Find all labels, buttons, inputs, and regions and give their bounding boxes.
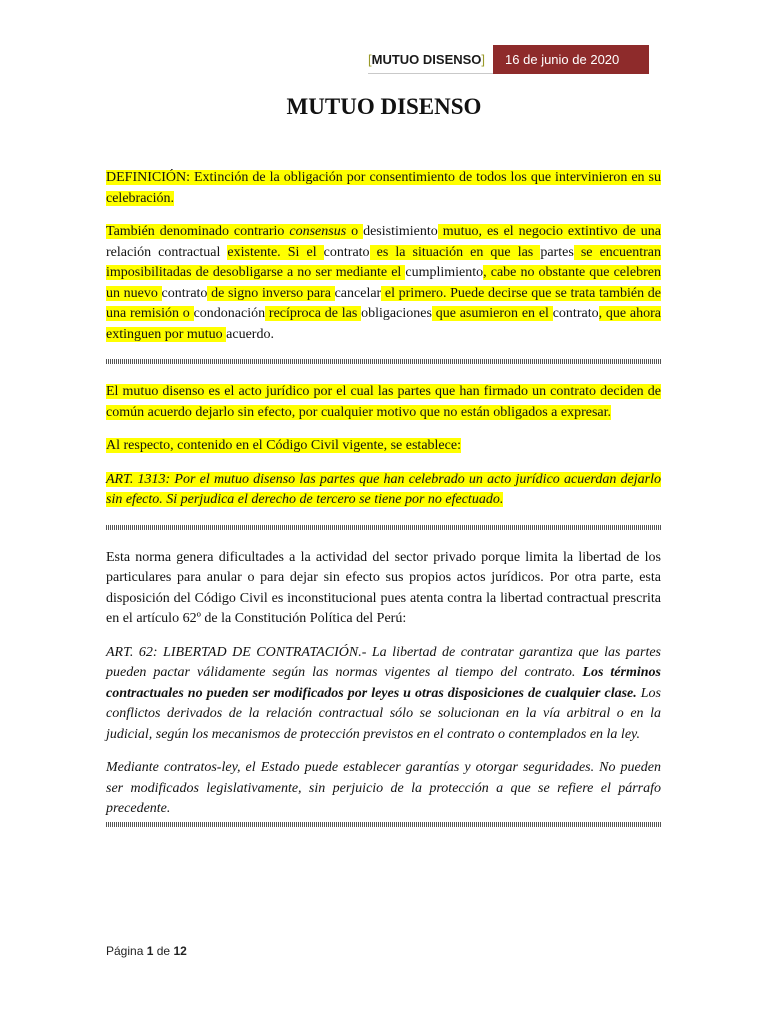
of-label: de: [156, 944, 171, 958]
document-title: MUTUO DISENSO: [286, 94, 482, 119]
text-run: También denominado contrario: [106, 224, 290, 239]
section-divider: [106, 525, 661, 530]
section-divider: [106, 359, 661, 364]
header-title-text: MUTUO DISENSO: [371, 51, 482, 67]
text-run: cancelar: [334, 285, 382, 301]
text-run: desistimiento: [363, 224, 438, 239]
header-bracket-open: [: [368, 51, 372, 67]
document-body: [106, 168, 661, 845]
text-run: cumplimiento: [405, 265, 484, 280]
contratos-ley-paragraph: Mediante contratos-ley, el Estado puede establecer garantías y otorgar seguridades. No pueden ser modificados legislativamente, sin perjuicio de la protección a que se refiere el párrafo precedente.: [106, 760, 661, 816]
definition-paragraph: [106, 168, 661, 209]
text-run: el primero. Puede decirse que se trata también de una remisión o: [106, 285, 662, 321]
text-run: contrato: [161, 285, 208, 301]
text-run: Los conflictos derivados de la relación contractual sólo se solucionan en la vía arbitral o en la judicial, según los mecanismos de protección previstos en el contrato o contemplados en la ley.: [106, 685, 661, 742]
mutuo-disenso-paragraph: [106, 382, 661, 423]
text-run: ART. 1313: Por el mutuo disenso las partes que han celebrado un acto jurídico acuerdan dejarlo sin efecto. Si perjudica el derecho de tercero se tiene por no efectuado.: [106, 471, 661, 507]
text-run: condonación: [193, 306, 266, 321]
text-run: Al respecto, contenido en el Código Civil vigente, se establece:: [106, 438, 461, 453]
text-run: consensus: [289, 224, 347, 239]
text-run: partes: [540, 244, 574, 260]
text-run: mutuo, es el negocio extintivo de una: [437, 224, 662, 239]
text-run-bold: Los términos contractuales no pueden ser modificados por leyes u otras disposiciones de cualquier clase.: [106, 665, 661, 701]
text-run: , que ahora extinguen por mutuo: [106, 306, 661, 342]
text-run: que asumieron en el: [431, 306, 553, 321]
text-run: contrato: [552, 306, 599, 321]
article-1313-quote: [106, 470, 661, 511]
header-title: [368, 45, 493, 74]
definition-text: DEFINICIÓN: Extinción de la obligación por consentimiento de todos los que intervinieron en su celebración.: [106, 170, 661, 206]
text-run: o: [346, 224, 364, 239]
text-run: relación: [106, 244, 152, 260]
analysis-paragraph: Esta norma genera dificultades a la actividad del sector privado porque limita la libertad de los particulares para anular o para dejar sin efecto sus propios actos jurídicos. Por otra parte, esta disposición del Código Civil es inconstitucional pues atenta contra la libertad contractual prescrita en el artículo 62º de la Constitución Política del Perú:: [106, 549, 661, 626]
text-run: de signo inverso para: [207, 285, 335, 301]
current-page-number: 1: [146, 944, 154, 958]
text-run: ART. 62: LIBERTAD DE CONTRATACIÓN.- La libertad de contratar garantiza que las partes pueden pactar válidamente según las normas vigentes al tiempo del contrato.: [106, 644, 661, 680]
codigo-civil-intro: [106, 436, 661, 457]
article-62-quote: [106, 643, 661, 746]
page-footer: [106, 944, 187, 958]
text-run: es la situación en que las: [369, 244, 541, 260]
text-run: El mutuo disenso es el acto jurídico por el cual las partes que han firmado un contrato deciden de común acuerdo dejarlo sin efecto, por cualquier motivo que no están obligados a expresar.: [106, 384, 661, 420]
text-run: existente. Si el: [227, 244, 324, 260]
text-run: contractual: [151, 244, 228, 260]
text-run: se encuentran imposibilitadas de desobligarse a no ser mediante el: [106, 244, 661, 280]
text-run: , cabe no obstante que celebren un nuevo: [106, 265, 662, 301]
total-pages: 12: [173, 944, 187, 958]
text-run: acuerdo.: [226, 326, 274, 342]
text-run: recíproca de las: [265, 306, 362, 321]
header-date: 16 de junio de 2020: [493, 45, 649, 74]
header-bracket-close: ]: [481, 51, 486, 67]
text-run: obligaciones: [361, 306, 432, 321]
section-divider: [106, 822, 661, 827]
text-run: contrato: [323, 244, 370, 260]
page-label: Página: [106, 944, 144, 958]
page-header: [368, 45, 649, 74]
description-paragraph: [106, 222, 661, 345]
